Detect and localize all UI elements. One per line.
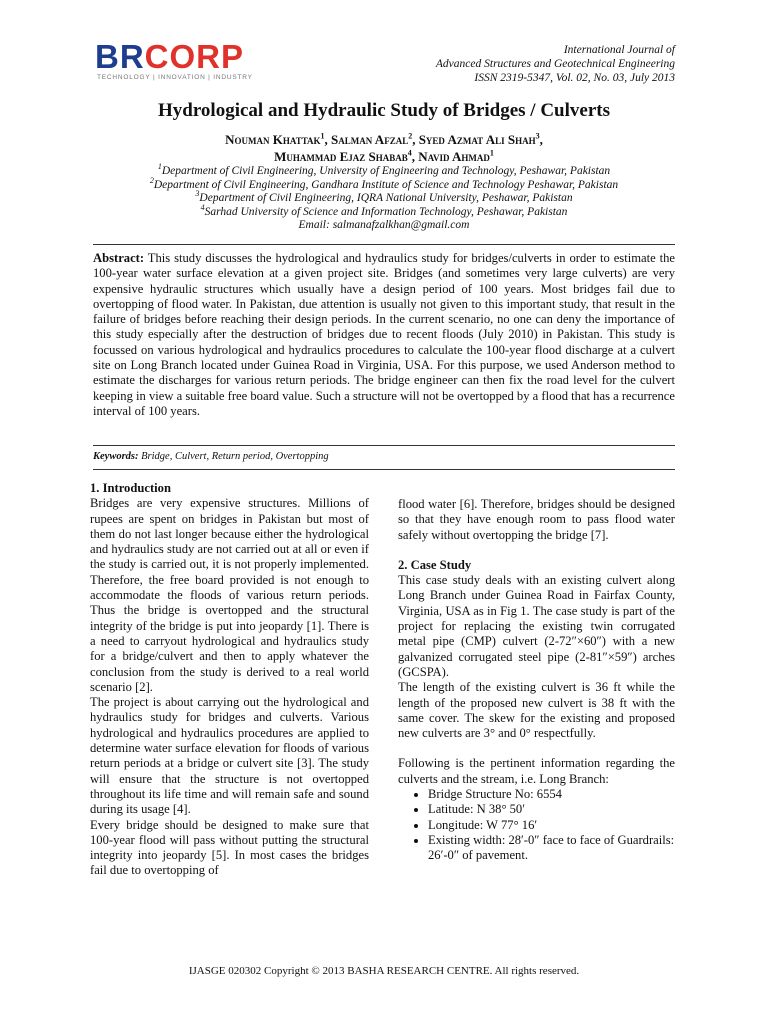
journal-issn: ISSN 2319-5347, Vol. 02, No. 03, July 2013 <box>474 72 675 84</box>
paragraph: The length of the existing culvert is 36 ft while the length of the proposed new culvert is 38 ft with the same cover. The skew for the existing and proposed new culverts are 3° and 0° respectfully. <box>398 680 675 741</box>
author-list: Nouman Khattak$^1$, Salman Afzal$^2$, Syed Azmat Ali Shah$^3$, Muhammad Ejaz Shabab$^4$, Navid Ahmad$^1$ <box>225 131 543 164</box>
right-column <box>398 497 675 864</box>
affiliations <box>0 162 768 233</box>
affiliation: $^4$Sarhad University of Science and Information Technology, Peshawar, Pakistan <box>200 202 568 218</box>
list-item: • Existing width: 28′-0″ face to face of Guardrails: 26′-0″ of pavement. <box>428 833 675 864</box>
journal-line: Advanced Structures and Geotechnical Engineering <box>435 58 675 70</box>
page-footer: IJASGE 020302 Copyright © 2013 BASHA RESEARCH CENTRE. All rights reserved. <box>188 965 580 977</box>
paragraph: Following is the pertinent information regarding the culverts and the stream, i.e. Long Branch: <box>398 756 675 786</box>
paper-title: Hydrological and Hydraulic Study of Bridges / Culverts <box>158 100 610 121</box>
section-heading-introduction: 1. Introduction <box>90 481 171 495</box>
section-heading-case-study: 2. Case Study <box>398 557 472 572</box>
abstract-bottom-rule <box>93 445 675 446</box>
paragraph: Every bridge should be designed to make sure that 100-year flood will pass without putting the structural integrity into jeopardy [5]. In most cases the bridges fail due to overtopping of <box>90 817 369 878</box>
journal-line: International Journal of <box>563 44 675 56</box>
list-item: • Longitude: W 77° 16′ <box>428 818 675 833</box>
culvert-info-list <box>398 787 675 863</box>
author-name: Syed Azmat Ali Shah <box>418 132 536 147</box>
keywords-rule <box>93 469 675 470</box>
paragraph: The project is about carrying out the hydrological and hydraulics study for bridges and culverts. Various hydrological and hydraulics procedures are applied to determine water surface elevation for floods of various return periods at a bridge or culvert site [3]. The study will ensure that the structure is not overtopped throughout its life time and will remain safe and sound during its usage [4]. <box>90 695 369 817</box>
author-name: Salman Afzal <box>331 132 409 147</box>
brcorp-logo <box>95 40 253 81</box>
affiliation: $^1$Department of Civil Engineering, University of Engineering and Technology, Peshawar, Pakistan <box>157 162 611 177</box>
left-column <box>90 481 369 879</box>
abstract: Abstract: This study discusses the hydrological and hydraulics study for bridges/culverts in order to estimate the 100-year water surface elevation at a given project site. Bridges (and sometimes very large culverts) are very expensive hydraulic structures which usually have a design period of 100 years. Most bridges fail due to overtopping of flood water. In Pakistan, due attention is usually not given to this important study, that result in the failure of bridges before reaching their design periods. In the current scenario, no one can deny the importance of this study especially after the destruction of bridges due to recent floods (July 2010) in Pakistan. This study is focussed on various hydrological and hydraulics procedures to calculate the 100-year flood discharge at a culvert site on Long Branch located under Guinea Road in Virginia, USA. For this purpose, we used Anderson method to estimate the discharges for various return periods. The bridge engineer can then fix the road level for the culvert keeping in view a suitable free board value. Such a structure will not be overtopped by a flood that has a recurrence interval of 100 years. <box>93 251 675 418</box>
list-item: • Latitude: N 38° 50′ <box>428 802 675 817</box>
affiliation: $^2$Department of Civil Engineering, Gandhara Institute of Science and Technology Peshawar, Pakistan <box>149 175 619 191</box>
logo-tagline: TECHNOLOGY | INNOVATION | INDUSTRY <box>97 74 253 81</box>
author-name: Navid Ahmad <box>418 149 490 164</box>
list-item: • Bridge Structure No: 6554 <box>428 787 675 802</box>
paragraph: Bridges are very expensive structures. Millions of rupees are spent on bridges in Pakistan but most of them do not last longer because either the hydrological and hydraulics study are not carried out at all or even if the study is carried out, it is not properly implemented. Therefore, the free board provided is not enough to accommodate the floods of various return periods. Thus the bridge is overtopped and the structural integrity of the bridge is put into jeopardy [1]. There is a need to carryout hydrological and hydraulics study for a bridge/culvert and then to apply whatever the conclusion from the study is derived to a real world scenario [2]. <box>90 496 369 694</box>
paragraph: This case study deals with an existing culvert along Long Branch under Guinea Road in Fairfax County, Virginia, USA as in Fig 1. The case study is part of the project for replacing the existing twin corrugated metal pipe (CMP) culvert (2-72″×60″) with a new galvanized corrugated steel pipe (2-81″×59″) arches (GCSPA). <box>398 573 675 679</box>
logo-wordmark: BRCORP <box>95 38 245 75</box>
abstract-top-rule <box>93 244 675 245</box>
affiliation: $^3$Department of Civil Engineering, IQRA National University, Peshawar, Pakistan <box>195 189 573 204</box>
keywords: Keywords: Bridge, Culvert, Return period, Overtopping <box>93 451 329 462</box>
author-name: Nouman Khattak <box>225 132 321 147</box>
paragraph: flood water [6]. Therefore, bridges should be designed so that they have enough room to pass flood water safely without overtopping the bridge [7]. <box>398 497 675 542</box>
author-email: Email: salmanafzalkhan@gmail.com <box>298 219 470 231</box>
author-name: Muhammad Ejaz Shabab <box>274 149 408 164</box>
journal-info <box>436 43 675 85</box>
